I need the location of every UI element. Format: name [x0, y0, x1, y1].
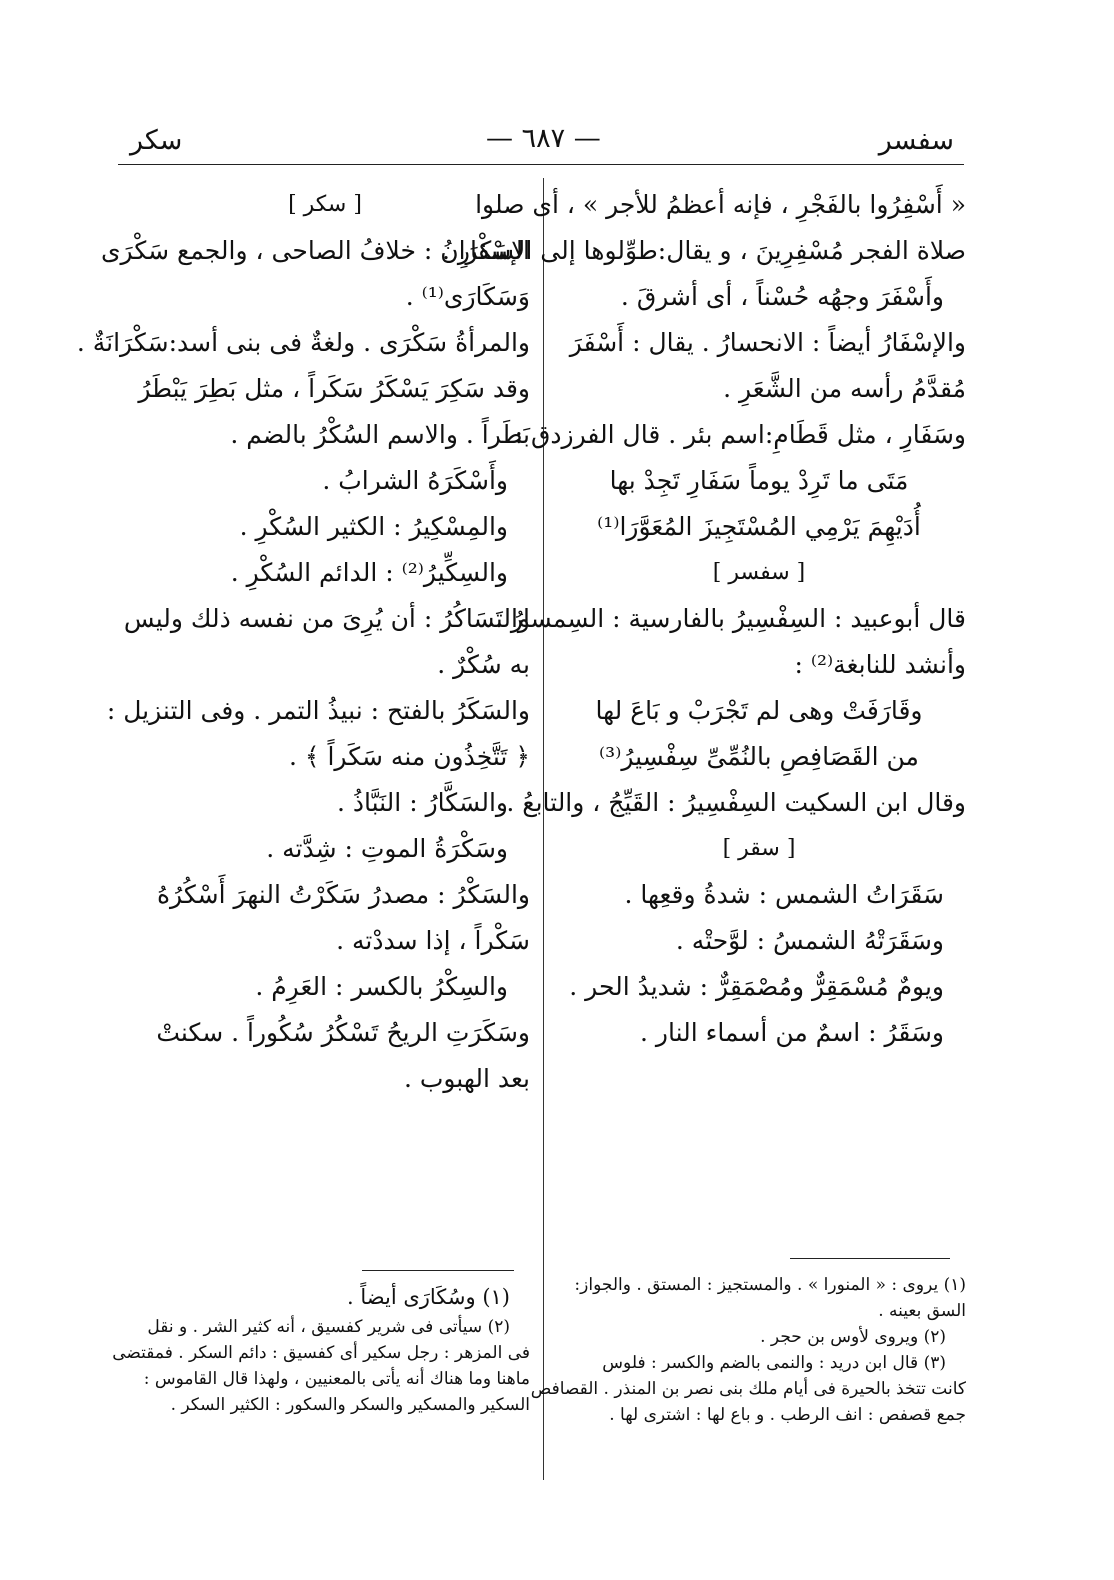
footnote-line: (٣) قال ابن دريد : والنمى بالضم والكسر : فلوس — [602, 1353, 946, 1373]
text-line: وقال ابن السكيت السِفْسِيرُ : القَيِّجُ ، والتابعُ . — [506, 788, 966, 817]
entry-heading: [ سفسر ] — [712, 560, 806, 585]
footnote-line: فى المزهر : رجل سكير أى كفسيق : دائم السكر . فمقتضى — [112, 1343, 530, 1363]
text-line: سَكْراً ، إذا سددْته . — [336, 926, 530, 955]
text-line: وَسَكَارَى⁽¹⁾ . — [405, 282, 530, 311]
text-line: سَقَرَاتُ الشمس : شدةُ وقعِها . — [624, 880, 944, 909]
text-line: وسَفَارِ ، مثل قَطَامِ:اسم بئر . قال الفرزدق : — [514, 420, 966, 449]
text-line: وقد سَكِرَ يَسْكَرُ سَكَراً ، مثل بَطِرَ يَبْطَرُ — [138, 374, 530, 403]
text-line: بعد الهبوب . — [403, 1064, 530, 1093]
footnote-line: جمع قصفص : انف الرطب . و باع لها : اشترى لها . — [609, 1405, 966, 1425]
text-line: « أَسْفِرُوا بالفَجْرِ ، فإنه أعظمُ للأجر » ، أى صلوا — [475, 190, 966, 219]
text-line: والسَكَّارُ : النَبَّاذُ . — [336, 788, 508, 817]
text-line: والسِكِّيرُ⁽²⁾ : الدائم السُكْرِ . — [230, 558, 508, 587]
text-line: وسَكْرَةُ الموتِ : شِدَّته . — [266, 834, 508, 863]
left-column — [76, 182, 530, 1102]
text-line: والسَكْرُ : مصدرُ سَكَرْتُ النهرَ أَسْكُرُهُ — [156, 880, 530, 909]
verse-line: من القَصَافِصِ بالنُمِّىِّ سِفْسِيرُ⁽³⁾ — [599, 742, 919, 771]
text-line: صلاة الفجر مُسْفِرِينَ ، و يقال:طوِّلوها إلى الإسْفارِ . — [441, 236, 966, 265]
text-line: وسَقَرَتْهُ الشمسُ : لوَّحتْه . — [675, 926, 944, 955]
text-line: والمِسْكِيرُ : الكثير السُكْرِ . — [239, 512, 508, 541]
verse-line: أُدَيْهِمَ يَرْمِي المُسْتَجِيزَ المُعَوَّرَا⁽¹⁾ — [597, 512, 921, 541]
footnote-line: (١) يروى : « المنورا » . والمستجيز : المستق . والجواز: — [574, 1275, 966, 1295]
text-line: والمرأةُ سَكْرَى . ولغةٌ فى بنى أسد:سَكْرَانَةٌ . — [76, 328, 530, 357]
footnotes-right — [530, 1272, 966, 1428]
text-line: السَكْرَانُ : خلافُ الصاحى ، والجمع سَكْرَى — [100, 236, 530, 265]
entry-heading: [ سقر ] — [722, 836, 796, 861]
verse-line: مَتَى ما تَرِدْ يوماً سَفَارِ تَجِدْ بها — [609, 466, 909, 495]
running-head-left: سكر — [130, 125, 183, 156]
text-line: والتَسَاكُرُ : أن يُرِىَ من نفسه ذلك وليس — [123, 604, 530, 633]
footnote-rule — [362, 1270, 514, 1271]
text-line: وسَقَرُ : اسمٌ من أسماء النار . — [640, 1018, 944, 1047]
text-line: وأنشد للنابغة⁽²⁾ : — [794, 650, 966, 679]
text-line: قال أبوعبيد : السِفْسِيرُ بالفارسية : السِمسارُ . — [495, 604, 966, 633]
entry-heading: [ سكر ] — [288, 192, 362, 217]
text-line: وأَسْفَرَ وجهُه حُسْناً ، أى أشرقَ . — [620, 282, 944, 311]
footnote-line: (١) وسُكَارَى أيضاً . — [347, 1285, 510, 1309]
footnote-line: السق بعينه . — [878, 1301, 966, 1321]
footnote-line: السكير والمسكير والسكر والسكور : الكثير السكر . — [170, 1395, 530, 1415]
footnote-line: (٢) سيأتى فى شرير كفسيق ، أنه كثير الشر . و نقل — [147, 1317, 510, 1337]
verse-line: وقَارَفَتْ وهى لم تَجْرَبْ و بَاعَ لها — [595, 696, 923, 725]
text-line: ويومٌ مُسْمَقِرٌّ ومُصْمَقِرٌّ : شديدُ الحر . — [569, 972, 944, 1001]
page-number: — ٦٨٧ — — [486, 123, 601, 154]
footnote-rule — [790, 1258, 950, 1259]
footnote-line: ماهنا وما هناك أنه يأتى بالمعنيين ، ولهذا قال القاموس : — [143, 1369, 530, 1389]
running-head-right: سفسر — [878, 125, 954, 156]
text-line: وسَكَرَتِ الريحُ تَسْكُرُ سُكُوراً . سكنتْ — [156, 1018, 530, 1047]
footnote-line: كانت تتخذ بالحيرة فى أيام ملك بنى نصر بن المنذر . القصافص — [530, 1379, 966, 1399]
text-line: والسِكْرُ بالكسر : العَرِمُ . — [255, 972, 508, 1001]
text-line: وأَسْكَرَهُ الشرابُ . — [322, 466, 508, 495]
column-divider — [543, 178, 544, 1480]
footnote-line: (٢) ويروى لأوس بن حجر . — [760, 1327, 946, 1347]
text-line: والإسْفَارُ أيضاً : الانحسارُ . يقال : أَسْفَرَ — [569, 328, 966, 357]
header-rule — [118, 164, 964, 165]
text-line: به سُكْرٌ . — [437, 650, 530, 679]
text-line: ﴿ تَتَّخِذُون منه سَكَراً ﴾ . — [288, 742, 530, 771]
text-line: بَطَراً . والاسم السُكْرُ بالضم . — [230, 420, 530, 449]
footnotes-left — [112, 1280, 530, 1418]
text-line: مُقدَّمُ رأسه من الشَّعَرِ . — [723, 374, 966, 403]
text-line: والسَكَرُ بالفتح : نبيذُ التمر . وفى التنزيل : — [106, 696, 530, 725]
